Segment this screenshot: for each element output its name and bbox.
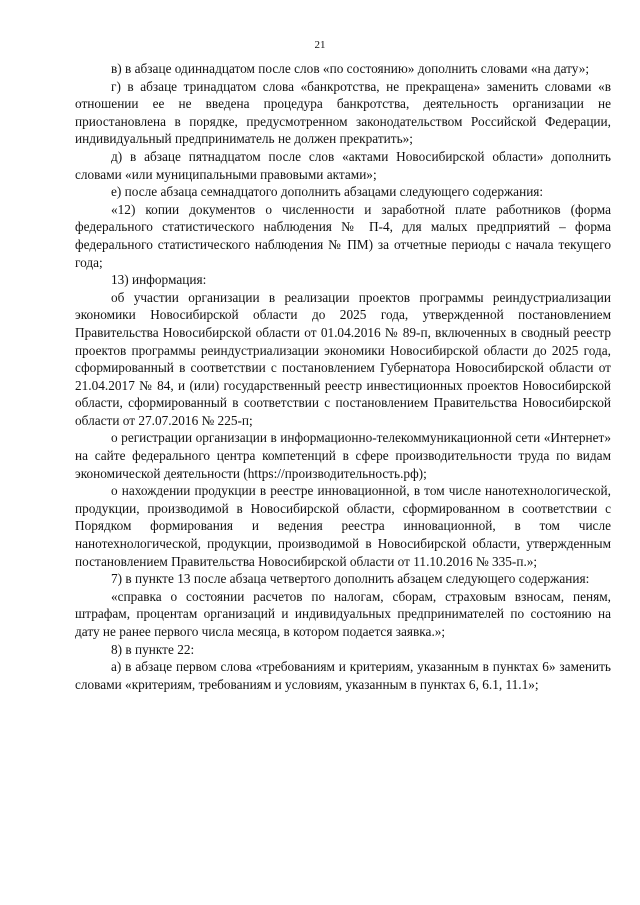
paragraph-innovation-registry: о нахождении продукции в реестре инновационной, в том числе нанотехнологической, продукции, производимой в Новосибирской области, сформированном в соответствии с Порядком формирования и ведения реестра инновационной, в том числе нанотехнологической, продукции, производимой в Новосибирской области, утвержденным постановлением Правительства Новосибирской области от 11.10.2016 № 335-п.»; xyxy=(75,483,611,569)
paragraph-a: а) в абзаце первом слова «требованиям и критериям, указанным в пунктах 6» заменить словами «критериям, требованиям и условиям, указанным в пунктах 6, 6.1, 11.1»; xyxy=(75,659,611,692)
paragraph-d: д) в абзаце пятнадцатом после слов «актами Новосибирской области» дополнить словами «или муниципальными правовыми актами»; xyxy=(75,148,611,182)
paragraph-e: е) после абзаца семнадцатого дополнить абзацами следующего содержания: xyxy=(111,184,544,200)
paragraph-point-7: 7) в пункте 13 после абзаца четвертого дополнить абзацем следующего содержания: xyxy=(111,571,590,587)
document-body xyxy=(75,60,611,693)
paragraph-participation: об участии организации в реализации проектов программы реиндустриализации экономики Новосибирской области до 2025 года, утвержденной постановлением Правительства Новосибирской области от 01.04.2016 № 89-п, включенных в сводный реестр проектов программы реиндустриализации экономики Новосибирской области до 2025 года, сформированный в соответствии с постановлением Губернатора Новосибирской области от 21.04.2017 № 84, и (или) государственный реестр инвестиционных проектов Новосибирской области, сформированный в соответствии с постановлением Правительства Новосибирской области от 27.07.2016 № 225-п; xyxy=(75,289,611,428)
paragraph-item-13: 13) информация: xyxy=(111,272,207,288)
paragraph-certificate: «справка о состоянии расчетов по налогам, сборам, страховым взносам, пеням, штрафам, процентам организаций и индивидуальных предпринимателей по состоянию на дату не ранее первого числа месяца, в котором подается заявка.»; xyxy=(75,588,611,639)
page-number: 21 xyxy=(314,39,326,51)
paragraph-item-12: «12) копии документов о численности и заработной плате работников (форма федерального статистического наблюдения № П-4, для малых предприятий – форма федерального статистического наблюдения № ПМ) за отчетные периоды с начала текущего года; xyxy=(75,201,611,270)
paragraph-v: в) в абзаце одиннадцатом после слов «по состоянию» дополнить словами «на дату»; xyxy=(111,61,590,76)
paragraph-point-8: 8) в пункте 22: xyxy=(111,641,195,657)
paragraph-registration: о регистрации организации в информационно-телекоммуникационной сети «Интернет» на сайте федерального центра компетенций в сфере производительности труда по видам экономической деятельности (https://производительность.рф); xyxy=(75,430,611,481)
paragraph-g: г) в абзаце тринадцатом слова «банкротства, не прекращена» заменить словами «в отношении ее не введена процедура банкротства, деятельность организации не приостановлена в порядке, предусмотренном законодательством Российской Федерации, индивидуальный предприниматель не должен прекратить»; xyxy=(75,78,611,147)
